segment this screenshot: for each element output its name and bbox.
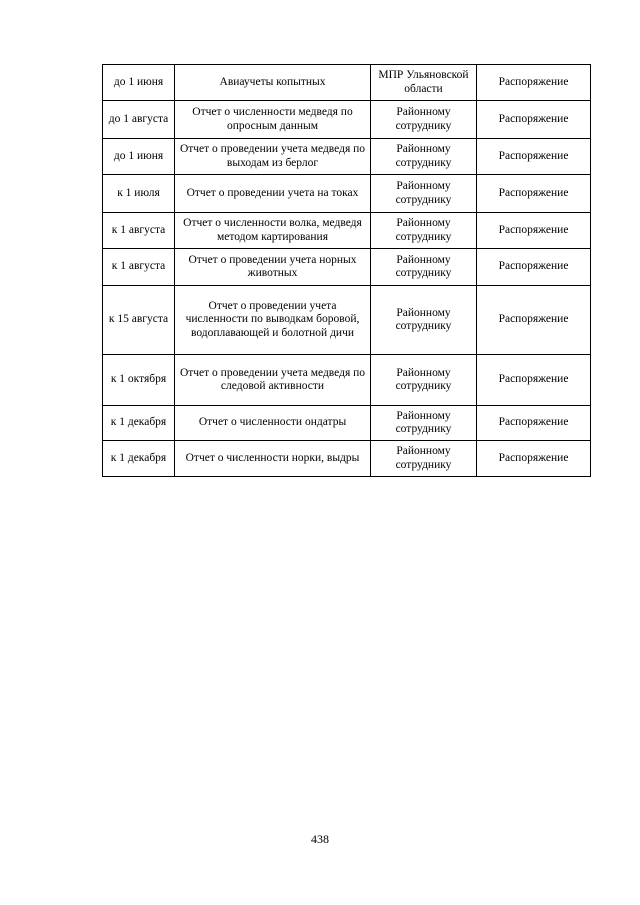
- table-row: [103, 406, 591, 441]
- date-cell: до 1 июня: [103, 65, 175, 101]
- report-name-cell: Отчет о проведении учета на токах: [175, 175, 371, 213]
- date-cell: к 1 августа: [103, 249, 175, 286]
- table-row: [103, 175, 591, 213]
- recipient-cell: Районному сотруднику: [371, 441, 477, 477]
- report-name-cell: Отчет о проведении учета медведя по выходам из берлог: [175, 139, 371, 175]
- table-row: [103, 213, 591, 249]
- report-name-cell: Отчет о проведении учета норных животных: [175, 249, 371, 286]
- report-name-cell: Отчет о численности ондатры: [175, 406, 371, 441]
- recipient-cell: МПР Ульяновской области: [371, 65, 477, 101]
- report-name-cell: Отчет о численности волка, медведя методом картирования: [175, 213, 371, 249]
- recipient-cell: Районному сотруднику: [371, 249, 477, 286]
- table-row: [103, 65, 591, 101]
- recipient-cell: Районному сотруднику: [371, 101, 477, 139]
- date-cell: к 1 декабря: [103, 406, 175, 441]
- date-cell: к 15 августа: [103, 286, 175, 355]
- recipient-cell: Районному сотруднику: [371, 139, 477, 175]
- recipient-cell: Районному сотруднику: [371, 175, 477, 213]
- basis-cell: Распоряжение: [477, 139, 591, 175]
- report-name-cell: Отчет о численности норки, выдры: [175, 441, 371, 477]
- page-number: 438: [311, 832, 329, 846]
- table-row: [103, 139, 591, 175]
- basis-cell: Распоряжение: [477, 441, 591, 477]
- date-cell: к 1 декабря: [103, 441, 175, 477]
- basis-cell: Распоряжение: [477, 249, 591, 286]
- recipient-cell: Районному сотруднику: [371, 286, 477, 355]
- basis-cell: Распоряжение: [477, 355, 591, 406]
- table-row: [103, 249, 591, 286]
- basis-cell: Распоряжение: [477, 406, 591, 441]
- recipient-cell: Районному сотруднику: [371, 213, 477, 249]
- table-row: [103, 355, 591, 406]
- date-cell: к 1 июля: [103, 175, 175, 213]
- table-row: [103, 441, 591, 477]
- date-cell: к 1 августа: [103, 213, 175, 249]
- table-row: [103, 101, 591, 139]
- date-cell: к 1 октября: [103, 355, 175, 406]
- table-row: [103, 286, 591, 355]
- basis-cell: Распоряжение: [477, 65, 591, 101]
- recipient-cell: Районному сотруднику: [371, 406, 477, 441]
- report-name-cell: Отчет о численности медведя по опросным данным: [175, 101, 371, 139]
- date-cell: до 1 августа: [103, 101, 175, 139]
- report-name-cell: Авиаучеты копытных: [175, 65, 371, 101]
- basis-cell: Распоряжение: [477, 286, 591, 355]
- basis-cell: Распоряжение: [477, 175, 591, 213]
- date-cell: до 1 июня: [103, 139, 175, 175]
- report-name-cell: Отчет о проведении учета численности по выводкам боровой, водоплавающей и болотной дичи: [175, 286, 371, 355]
- report-schedule-table: [102, 64, 591, 477]
- basis-cell: Распоряжение: [477, 101, 591, 139]
- basis-cell: Распоряжение: [477, 213, 591, 249]
- report-name-cell: Отчет о проведении учета медведя по следовой активности: [175, 355, 371, 406]
- recipient-cell: Районному сотруднику: [371, 355, 477, 406]
